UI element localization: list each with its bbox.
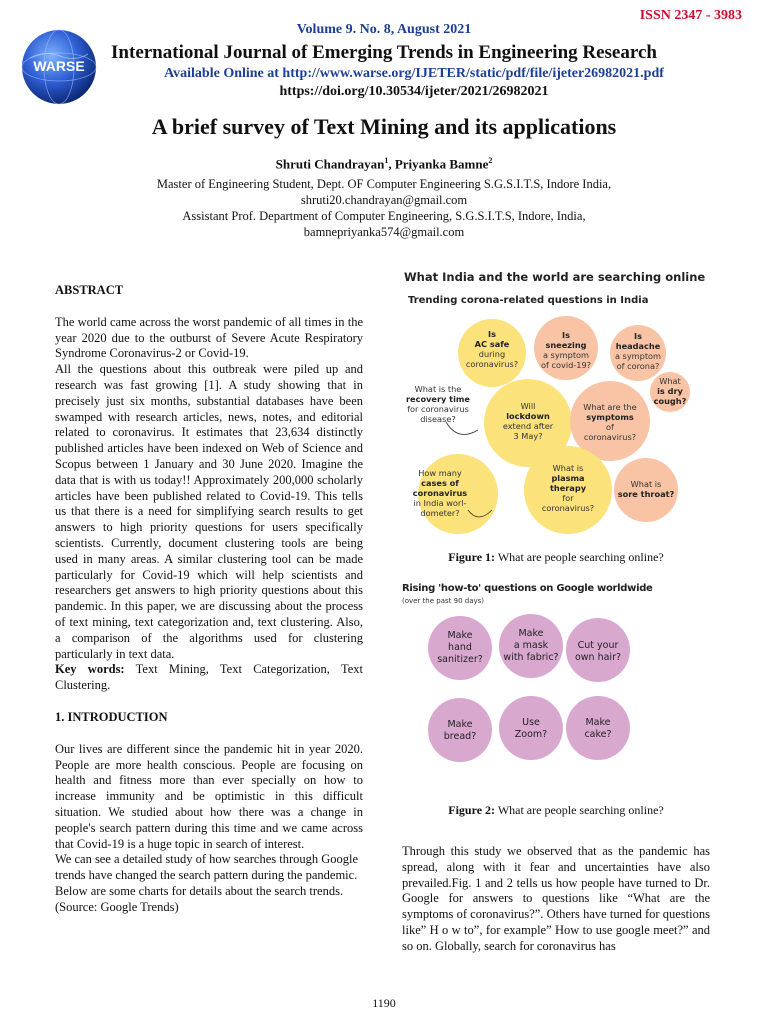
svg-text:Make: Make <box>585 717 611 728</box>
svg-text:of covid-19?: of covid-19? <box>540 360 592 370</box>
svg-text:cases of: cases of <box>421 478 459 488</box>
svg-text:cake?: cake? <box>584 729 612 740</box>
svg-text:own hair?: own hair? <box>574 652 622 663</box>
svg-text:lockdown: lockdown <box>506 411 550 421</box>
svg-text:disease?: disease? <box>420 414 456 424</box>
svg-text:extend after: extend after <box>502 421 554 431</box>
svg-text:plasma: plasma <box>551 473 585 483</box>
svg-text:during: during <box>478 349 506 359</box>
svg-text:recovery time: recovery time <box>406 394 470 404</box>
intro-paragraph: We can see a detailed study of how searches through Google trends have changed the search pattern during the pandemic. Below are some charts for details about the search trends. (Source: Google Trends) <box>55 852 359 914</box>
svg-text:Cut your: Cut your <box>577 640 619 651</box>
abstract-heading: ABSTRACT <box>55 283 124 297</box>
volume-line: Volume 9. No. 8, August 2021 <box>296 22 472 37</box>
svg-text:for: for <box>562 493 574 503</box>
author-2: Priyanka Bamne <box>394 156 489 172</box>
svg-text:for coronavirus: for coronavirus <box>407 404 469 414</box>
abstract-paragraph: The world came across the worst pandemic of all times in the year 2020 due to the outburst of Severe Acute Respiratory Syndrome Coronavirus-2 or Covid-19. <box>55 314 363 361</box>
available-online-link[interactable]: Available Online at http://www.warse.org/IJETER/static/pdf/file/ijeter26982021.pdf <box>164 66 664 81</box>
svg-text:a mask: a mask <box>513 640 549 651</box>
left-column <box>55 283 363 915</box>
svg-text:3 May?: 3 May? <box>513 431 543 441</box>
svg-text:How many: How many <box>418 468 462 478</box>
svg-text:therapy: therapy <box>549 483 587 493</box>
svg-text:in India worl-: in India worl- <box>413 498 467 508</box>
svg-text:Is: Is <box>562 330 570 340</box>
svg-text:Make: Make <box>447 630 473 641</box>
figure-1-image <box>398 264 710 534</box>
svg-text:Is: Is <box>488 329 496 339</box>
figure-2-title: Rising 'how-to' questions on Google worldwide <box>402 583 653 594</box>
svg-text:Will: Will <box>520 401 536 411</box>
svg-text:Is: Is <box>634 331 642 341</box>
bubble-bread <box>428 698 492 762</box>
svg-text:a symptom: a symptom <box>614 351 662 361</box>
svg-text:WARSE: WARSE <box>33 58 85 74</box>
intro-paragraph: Our lives are different since the pandemic hit in year 2020. People are more health conscious. People are focusing on health and fitness more than ever specially on how to increase immunity and be optimistic in this difficult situation. We studied about how there was a change in people's search pattern during this time and we came across that Covid-19 is a huge topic in search of interest. <box>55 741 363 851</box>
svg-text:sanitizer?: sanitizer? <box>437 654 483 665</box>
svg-text:Use: Use <box>522 717 540 728</box>
svg-text:dometer?: dometer? <box>420 508 460 518</box>
svg-text:of corona?: of corona? <box>616 361 660 371</box>
svg-text:a symptom: a symptom <box>542 350 590 360</box>
email-1: shruti20.chandrayan@gmail.com <box>300 193 468 207</box>
abstract-paragraph: All the questions about this outbreak were piled up and research was fast growing [1]. A study showing that in precisely just six months, substantial databases have been swamped with research articles, news, notes, and editorial related to coronavirus. It estimates that 23,634 distinctly published articles have been indexed on Web of Science and Scopus between 1 January and 30 June 2020. Imagine the data that is with us today!! Approximately 200,000 scholarly articles have been published related to Covid-19. This tells us that there is a need for simplifying search results to get answers to high priority questions for users specifically scientists. Currently, document clustering tools are being used in many areas. A similar clustering tool can be made particularly for Covid-19 which will help scientists and researchers get answers to high priority questions about this pandemic. In this paper, we are discussing about the process of text mining, text categorization and, text clustering. Also, a comparison of the algorithms used for clustering particularly in text data. <box>55 362 363 661</box>
svg-text:headache: headache <box>615 341 661 351</box>
svg-text:AC safe: AC safe <box>474 339 510 349</box>
figure-2-image <box>398 578 710 788</box>
right-column <box>402 844 710 955</box>
doi-link[interactable]: https://doi.org/10.30534/ijeter/2021/26982021 <box>279 84 549 99</box>
svg-text:What is: What is <box>552 463 584 473</box>
svg-text:bread?: bread? <box>443 731 477 742</box>
svg-text:coronavirus?: coronavirus? <box>583 432 637 442</box>
affiliation-line: Master of Engineering Student, Dept. OF Computer Engineering S.G.S.I.T.S, Indore India, <box>156 177 612 191</box>
figure-1-caption: Figure 1: What are people searching online? <box>448 550 664 564</box>
email-2: bamnepriyanka574@gmail.com <box>303 225 465 239</box>
svg-text:cough?: cough? <box>653 396 687 406</box>
figure-2-subtitle: (over the past 90 days) <box>402 597 485 605</box>
author-line: Shruti Chandrayan$^1$, Priyanka Bamne$^2$ <box>275 156 493 172</box>
keywords: Key words: Text Mining, Text Categorization, Text Clustering. <box>55 662 363 693</box>
figure-1-subtitle: Trending corona-related questions in India <box>408 295 649 306</box>
svg-text:Make: Make <box>518 628 544 639</box>
svg-text:What is the: What is the <box>414 384 462 394</box>
bubble-zoom <box>499 696 563 760</box>
svg-text:sore throat?: sore throat? <box>617 489 675 499</box>
svg-text:coronavirus: coronavirus <box>412 488 468 498</box>
paper-title: A brief survey of Text Mining and its applications <box>151 114 617 139</box>
svg-text:sneezing: sneezing <box>545 340 587 350</box>
svg-text:hand: hand <box>448 642 472 653</box>
svg-text:What: What <box>659 376 681 386</box>
author-1: Shruti Chandrayan <box>275 156 385 172</box>
svg-text:symptoms: symptoms <box>586 412 634 422</box>
journal-name: International Journal of Emerging Trends in Engineering Research <box>111 42 657 63</box>
svg-text:What is: What is <box>630 479 662 489</box>
introduction-heading: 1. INTRODUCTION <box>55 709 168 724</box>
svg-text:Make: Make <box>447 719 473 730</box>
affiliation-line: Assistant Prof. Department of Computer Engineering, S.G.S.I.T.S, Indore, India, <box>182 209 586 223</box>
svg-text:coronavirus?: coronavirus? <box>541 503 595 513</box>
svg-text:coronavirus?: coronavirus? <box>465 359 519 369</box>
svg-text:What are the: What are the <box>583 402 637 412</box>
body-paragraph: Through this study we observed that as the pandemic has spread, along with it fear and uncertainties have also prevailed.Fig. 1 and 2 tells us how people have turned to Dr. Google for answers to questions like “What are the symptoms of coronavirus?”. Others have turned for questions like” H o w to”, for example” How to use google meet?” and so on. Globally, search for coronavirus has <box>402 844 710 953</box>
bubble-cake <box>566 696 630 760</box>
issn-number: ISSN 2347 - 3983 <box>639 8 742 23</box>
svg-text:of: of <box>606 422 614 432</box>
svg-text:with fabric?: with fabric? <box>503 652 559 663</box>
svg-text:Zoom?: Zoom? <box>514 729 548 740</box>
figure-1-title: What India and the world are searching online <box>404 270 706 284</box>
page-number: 1190 <box>372 996 396 1010</box>
svg-text:is dry: is dry <box>657 386 683 396</box>
figure-2-caption: Figure 2: What are people searching online? <box>448 803 664 817</box>
